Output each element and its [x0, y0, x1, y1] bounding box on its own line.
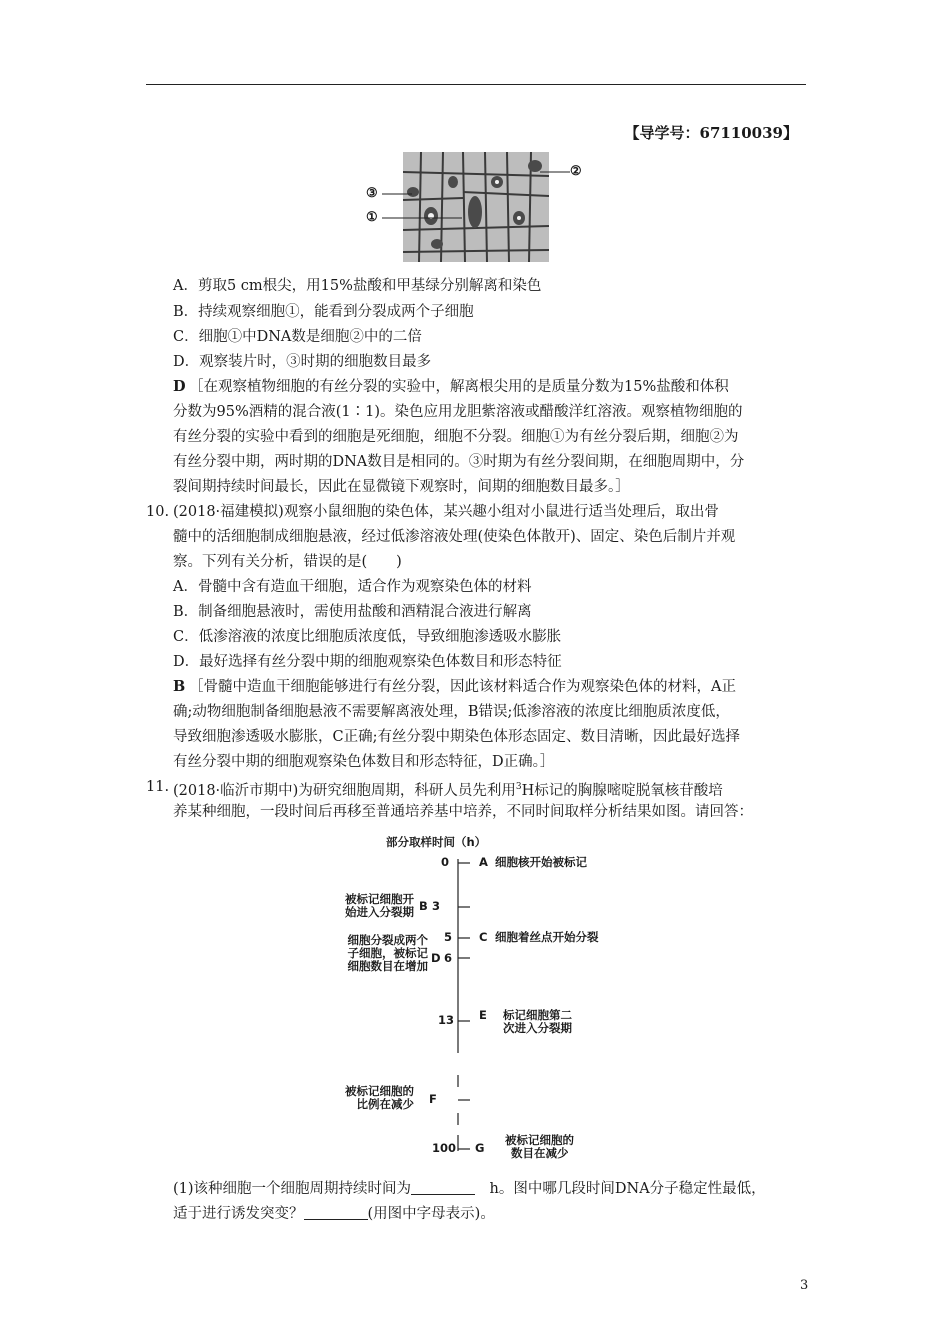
point-desc: 次进入分裂期: [503, 1021, 572, 1035]
timeline-title: 部分取样时间（h）: [386, 835, 487, 849]
point-letter: G: [475, 1141, 485, 1155]
point-desc: 细胞数目在增加: [347, 959, 428, 973]
q10-explanation-line: 有丝分裂中期的细胞观察染色体数目和形态特征，D正确。］: [173, 754, 555, 770]
figure-label-2: ②: [570, 164, 582, 179]
figure-label-1: ①: [366, 210, 378, 225]
point-desc: 始进入分裂期: [345, 905, 414, 919]
q10-answer: B: [173, 678, 186, 695]
q10-stem-line: (2018·福建模拟)观察小鼠细胞的染色体，某兴趣小组对小鼠进行适当处理后，取出骨: [173, 504, 719, 520]
time-label: 3: [432, 899, 441, 913]
page-number: 3: [800, 1278, 809, 1293]
point-desc: 被标记细胞的: [345, 1084, 414, 1098]
q9-option-d: D．观察装片时，③时期的细胞数目最多: [173, 354, 432, 370]
q10-stem-line: 察。下列有关分析，错误的是( ): [173, 554, 402, 570]
q11-sub1-line-1: (1)该种细胞一个细胞周期持续时间为 h。图中哪几段时间DNA分子稳定性最低，: [173, 1181, 766, 1197]
point-desc: 细胞分裂成两个: [347, 933, 428, 947]
q10-explanation-line: 导致细胞渗透吸水膨胀，C正确;有丝分裂中期染色体形态固定、数目清晰，因此最好选择: [173, 729, 740, 745]
point-letter: B: [419, 899, 428, 913]
q10-number: 10.: [146, 504, 170, 520]
time-label: 13: [438, 1013, 455, 1027]
q10-stem-line: 髓中的活细胞制成细胞悬液，经过低渗溶液处理(使染色体散开)、固定、染色后制片并观: [173, 529, 736, 545]
time-label: 5: [444, 930, 453, 944]
point-desc: 标记细胞第二: [503, 1008, 572, 1022]
point-letter: F: [429, 1092, 437, 1106]
point-desc: 被标记细胞的: [505, 1133, 574, 1147]
q9-explanation-line: 裂间期持续时间最长，因此在显微镜下观察时，间期的细胞数目最多。］: [173, 479, 630, 495]
q11-stem-line-2: 养某种细胞，一段时间后再移至普通培养基中培养，不同时间取样分析结果如图。请回答：: [173, 804, 753, 820]
point-desc: 被标记细胞开: [345, 892, 414, 906]
q9-explanation-line: 分数为95%酒精的混合液(1∶1)。染色应用龙胆紫溶液或醋酸洋红溶液。观察植物细胞的: [173, 404, 743, 420]
time-label: 6: [444, 951, 453, 965]
answer-blank[interactable]: [304, 1205, 368, 1220]
guide-number: 【导学号：67110039】: [624, 124, 798, 142]
q10-explanation-line: 确;动物细胞制备细胞悬液不需要解离液处理，B错误;低渗溶液的浓度比细胞质浓度低，: [173, 704, 730, 720]
q11-number: 11.: [146, 779, 170, 795]
micrograph-image: [403, 152, 549, 262]
q9-explanation-line: 有丝分裂的实验中看到的细胞是死细胞，细胞不分裂。细胞①为有丝分裂后期，细胞②为: [173, 429, 739, 445]
q9-option-b: B．持续观察细胞①，能看到分裂成两个子细胞: [173, 304, 474, 320]
q9-option-a: A．剪取5 cm根尖，用15%盐酸和甲基绿分别解离和染色: [173, 278, 542, 294]
q10-explanation-line: ［骨髓中造血干细胞能够进行有丝分裂，因此该材料适合作为观察染色体的材料，A正: [189, 679, 736, 695]
answer-blank[interactable]: [411, 1180, 475, 1195]
q9-explanation-line: ［在观察植物细胞的有丝分裂的实验中，解离根尖用的是质量分数为15%盐酸和体积: [189, 379, 729, 395]
point-desc: 细胞着丝点开始分裂: [495, 930, 599, 944]
q10-option-c: C．低渗溶液的浓度比细胞质浓度低，导致细胞渗透吸水膨胀: [173, 629, 562, 645]
q11-sub1-line-2: 适于进行诱发突变？ (用图中字母表示)。: [173, 1206, 495, 1222]
q9-explanation-line: 有丝分裂中期，两时期的DNA数目是相同的。③时期为有丝分裂间期，在细胞周期中，分: [173, 454, 745, 470]
q11-stem-line-1: (2018·临沂市期中)为研究细胞周期，科研人员先利用$^3$H标记的胸腺嘧啶脱氧核苷酸培: [173, 782, 723, 799]
point-desc: 子细胞，被标记: [347, 946, 428, 960]
time-label: 100: [432, 1141, 457, 1155]
q9-option-c: C．细胞①中DNA数是细胞②中的二倍: [173, 329, 422, 345]
point-letter: E: [479, 1008, 487, 1022]
q10-option-d: D．最好选择有丝分裂中期的细胞观察染色体数目和形态特征: [173, 654, 562, 670]
point-desc: 数目在减少: [511, 1146, 569, 1160]
point-letter: D: [431, 951, 441, 965]
point-desc: 比例在减少: [356, 1097, 414, 1111]
point-desc: 细胞核开始被标记: [495, 855, 587, 869]
figure-label-3: ③: [366, 186, 378, 201]
time-label: 0: [441, 855, 450, 869]
point-letter: C: [479, 930, 488, 944]
q10-option-b: B．制备细胞悬液时，需使用盐酸和酒精混合液进行解离: [173, 604, 532, 620]
q9-answer: D: [173, 378, 186, 395]
q10-option-a: A．骨髓中含有造血干细胞，适合作为观察染色体的材料: [173, 579, 532, 595]
header-rule: [146, 84, 806, 85]
point-letter: A: [479, 855, 488, 869]
